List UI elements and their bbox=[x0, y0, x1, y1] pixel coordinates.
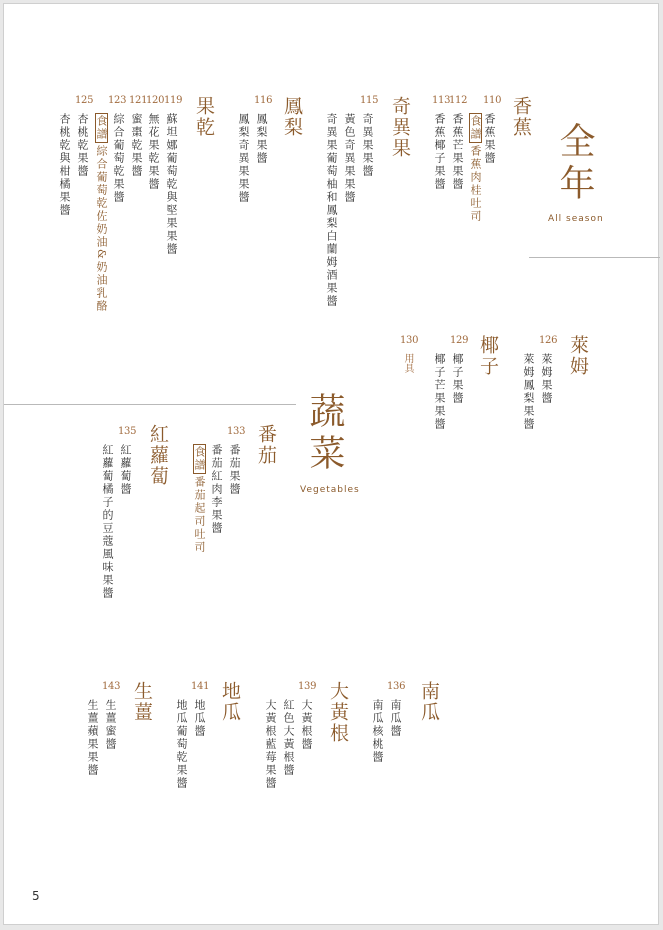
section-title-all-season: 全年 bbox=[554, 122, 595, 206]
category-rhubarb: 大黃根 bbox=[327, 681, 349, 744]
item-carrot-orange-cardamom-jam: 紅蘿蔔橘子的豆蔻風味果醬 bbox=[101, 444, 114, 600]
category-banana: 香蕉 bbox=[510, 96, 532, 138]
category-coconut: 椰子 bbox=[477, 335, 499, 377]
item-ginger-apple-jam: 生薑蘋果果醬 bbox=[86, 699, 99, 777]
item-pumpkin-walnut-jam: 南瓜核桃醬 bbox=[371, 699, 384, 764]
page bbox=[3, 3, 659, 925]
item-yellow-kiwi-jam: 黃色奇異果果醬 bbox=[343, 113, 356, 204]
divider-vegetables bbox=[4, 404, 296, 405]
page-number-125: 125 bbox=[75, 95, 94, 106]
page-number-116: 116 bbox=[254, 95, 273, 106]
page-number-133: 133 bbox=[227, 426, 246, 437]
category-pumpkin: 南瓜 bbox=[418, 681, 440, 723]
item-pumpkin-jam: 南瓜醬 bbox=[389, 699, 402, 738]
item-lime-pineapple-jam: 萊姆鳳梨果醬 bbox=[522, 353, 535, 431]
page-number-112: 112 bbox=[449, 95, 468, 106]
recipe-mixed-raisin-butter-cream-cheese: 食譜綜合葡萄乾佐奶油&奶油乳酪 bbox=[95, 115, 108, 313]
page-number-126: 126 bbox=[539, 335, 558, 346]
recipe-tomato-cheese-toast: 食譜番茄起司吐司 bbox=[193, 446, 206, 554]
item-ginger-honey-jam: 生薑蜜醬 bbox=[104, 699, 117, 751]
category-kiwi: 奇異果 bbox=[389, 96, 411, 159]
page-number-136: 136 bbox=[387, 681, 406, 692]
item-carrot-jam: 紅蘿蔔醬 bbox=[119, 444, 132, 496]
item-kiwi-jam: 奇異果果醬 bbox=[361, 113, 374, 178]
category-sweet-potato: 地瓜 bbox=[219, 681, 241, 723]
item-sweet-potato-jam: 地瓜醬 bbox=[193, 699, 206, 738]
section-subtitle-all-season: All season bbox=[548, 214, 604, 224]
page-number-113: 113 bbox=[432, 95, 451, 106]
page-number-135: 135 bbox=[118, 426, 137, 437]
item-sultana-nut-jam: 蘇坦娜葡萄乾與堅果果醬 bbox=[165, 113, 178, 256]
item-kiwi-grapefruit-pineapple-rum-jam: 奇異果葡萄柚和鳳梨白蘭姆酒果醬 bbox=[325, 113, 338, 308]
item-coconut-mango-jam: 椰子芒果果醬 bbox=[433, 353, 446, 431]
item-pineapple-kiwi-jam: 鳳梨奇異果果醬 bbox=[237, 113, 250, 204]
item-banana-mango-jam: 香蕉芒果果醬 bbox=[451, 113, 464, 191]
recipe-tag: 食譜 bbox=[469, 115, 482, 141]
page-number-110: 110 bbox=[483, 95, 502, 106]
item-tomato-plum-jam: 番茄紅肉李果醬 bbox=[210, 444, 223, 535]
item-banana-jam: 香蕉果醬 bbox=[483, 113, 496, 165]
category-lime: 萊姆 bbox=[567, 335, 589, 377]
page-number-141: 141 bbox=[191, 681, 210, 692]
item-rhubarb-blueberry-jam: 大黃根藍莓果醬 bbox=[264, 699, 277, 790]
recipe-banana-cinnamon-toast: 食譜香蕉肉桂吐司 bbox=[469, 115, 482, 223]
recipe-tag: 食譜 bbox=[193, 446, 206, 472]
section-tools: 用具 bbox=[402, 353, 413, 373]
category-tomato: 番茄 bbox=[255, 424, 277, 466]
category-dried-fruit: 果乾 bbox=[193, 96, 215, 138]
divider-all-season bbox=[529, 257, 660, 258]
item-dried-apricot-jam: 杏桃乾果醬 bbox=[76, 113, 89, 178]
item-lime-jam: 萊姆果醬 bbox=[540, 353, 553, 405]
page-number-129: 129 bbox=[450, 335, 469, 346]
page-number-119: 119 bbox=[164, 95, 183, 106]
page-number-120: 120 bbox=[146, 95, 165, 106]
page-number-143: 143 bbox=[102, 681, 121, 692]
item-tomato-jam: 番茄果醬 bbox=[228, 444, 241, 496]
item-red-rhubarb-jam: 紅色大黃根醬 bbox=[282, 699, 295, 777]
category-carrot: 紅蘿蔔 bbox=[147, 424, 169, 487]
item-pineapple-jam: 鳳梨果醬 bbox=[255, 113, 268, 165]
page-number-139: 139 bbox=[298, 681, 317, 692]
item-dried-apricot-citrus-jam: 杏桃乾與柑橘果醬 bbox=[58, 113, 71, 217]
category-ginger: 生薑 bbox=[131, 681, 153, 723]
item-mixed-raisin-jam: 綜合葡萄乾果醬 bbox=[112, 113, 125, 204]
item-banana-coconut-jam: 香蕉椰子果醬 bbox=[433, 113, 446, 191]
folio-page-number: 5 bbox=[32, 889, 40, 903]
page-number-130: 130 bbox=[400, 335, 419, 346]
page-number-115: 115 bbox=[360, 95, 379, 106]
page-number-121: 121 bbox=[129, 95, 148, 106]
recipe-tag: 食譜 bbox=[95, 115, 108, 141]
category-pineapple: 鳳梨 bbox=[281, 96, 303, 138]
page-number-123: 123 bbox=[108, 95, 127, 106]
item-rhubarb-jam: 大黃根醬 bbox=[300, 699, 313, 751]
item-coconut-jam: 椰子果醬 bbox=[451, 353, 464, 405]
item-dried-fig-jam: 無花果乾果醬 bbox=[147, 113, 160, 191]
item-dried-date-jam: 蜜棗乾果醬 bbox=[130, 113, 143, 178]
section-title-vegetables: 蔬菜 bbox=[304, 392, 345, 476]
item-sweet-potato-raisin-jam: 地瓜葡萄乾果醬 bbox=[175, 699, 188, 790]
section-subtitle-vegetables: Vegetables bbox=[300, 485, 360, 495]
